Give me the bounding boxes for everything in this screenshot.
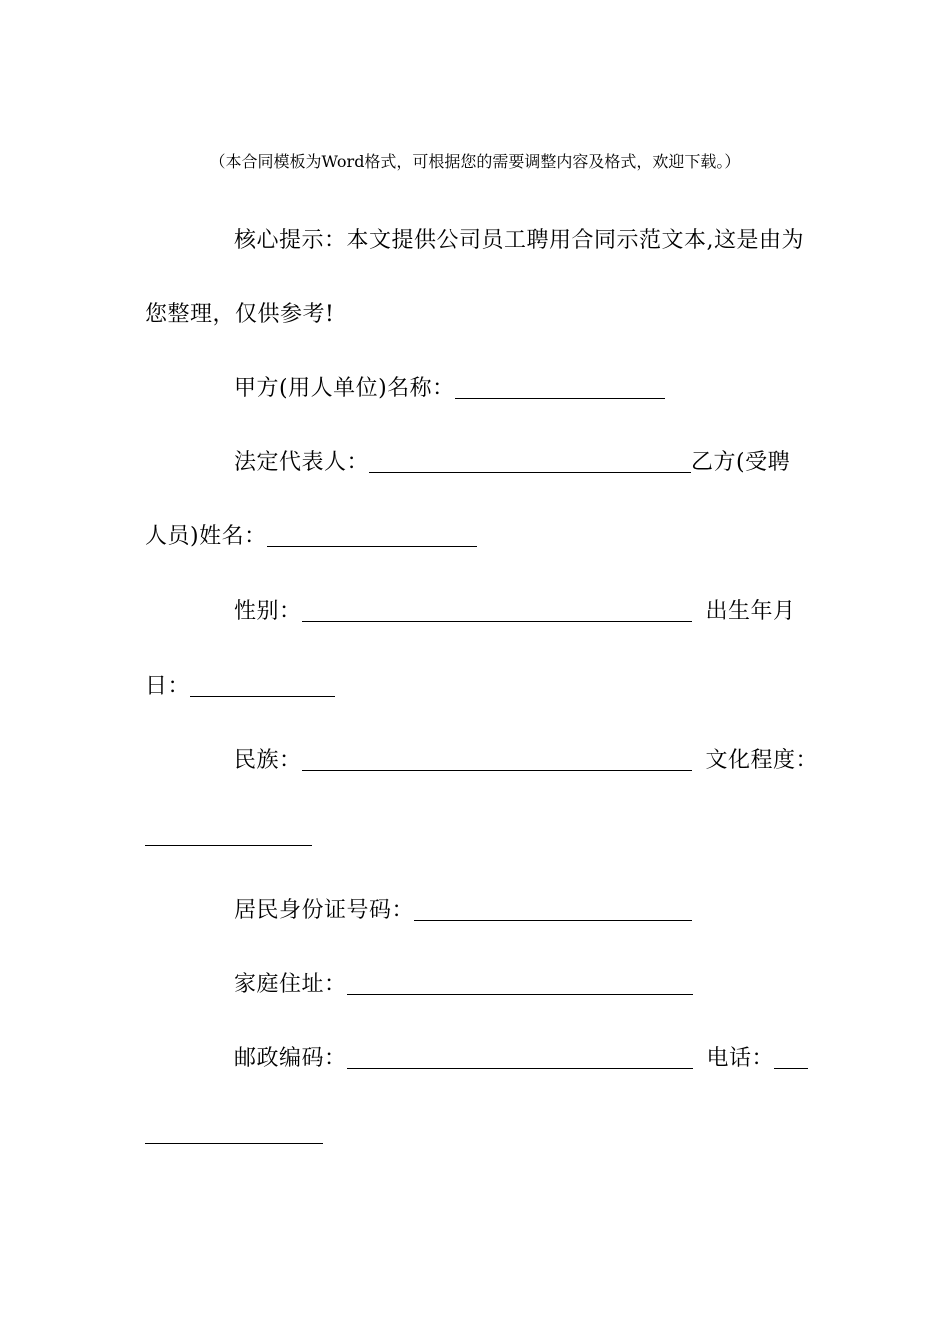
party-a-name-row xyxy=(234,374,665,404)
party-b-name-row xyxy=(145,522,477,552)
party-b-name-field[interactable] xyxy=(267,526,477,547)
template-note: （本合同模板为Word格式，可根据您的需要调整内容及格式，欢迎下载。） xyxy=(209,152,741,171)
gender-label: 性别： xyxy=(234,599,302,624)
postcode-field[interactable] xyxy=(347,1048,693,1069)
party-a-name-label: 甲方(用人单位)名称： xyxy=(234,376,455,401)
party-b-label-start: 乙方(受聘 xyxy=(691,450,791,475)
party-a-name-field[interactable] xyxy=(455,378,665,399)
postcode-row xyxy=(234,1044,808,1074)
id-field[interactable] xyxy=(414,900,692,921)
id-label: 居民身份证号码： xyxy=(234,898,415,923)
birth-row xyxy=(145,672,335,702)
hint-line-2: 您整理，仅供参考! xyxy=(145,302,335,327)
ethnicity-label: 民族： xyxy=(234,748,302,773)
birth-label-start: 出生年月 xyxy=(705,599,796,624)
postcode-label: 邮政编码： xyxy=(234,1046,347,1071)
party-b-name-label: 人员)姓名： xyxy=(145,524,267,549)
ethnicity-field[interactable] xyxy=(302,750,692,771)
birth-field[interactable] xyxy=(190,676,335,697)
birth-label-end: 日： xyxy=(145,674,191,699)
legal-rep-field[interactable] xyxy=(369,452,691,473)
education-field[interactable] xyxy=(145,845,312,846)
gender-field[interactable] xyxy=(302,601,692,622)
phone-field-start[interactable] xyxy=(774,1048,808,1069)
address-row xyxy=(234,970,693,1000)
legal-rep-row xyxy=(234,448,790,478)
education-label: 文化程度： xyxy=(705,748,819,773)
phone-label: 电话： xyxy=(706,1046,775,1071)
gender-row xyxy=(234,597,796,627)
phone-field-cont[interactable] xyxy=(145,1143,323,1144)
ethnicity-row xyxy=(234,746,818,776)
address-label: 家庭住址： xyxy=(234,972,347,997)
legal-rep-label: 法定代表人： xyxy=(234,450,370,475)
id-row xyxy=(234,896,692,926)
hint-line-1: 核心提示：本文提供公司员工聘用合同示范文本,这是由为 xyxy=(234,228,804,253)
address-field[interactable] xyxy=(347,974,693,995)
